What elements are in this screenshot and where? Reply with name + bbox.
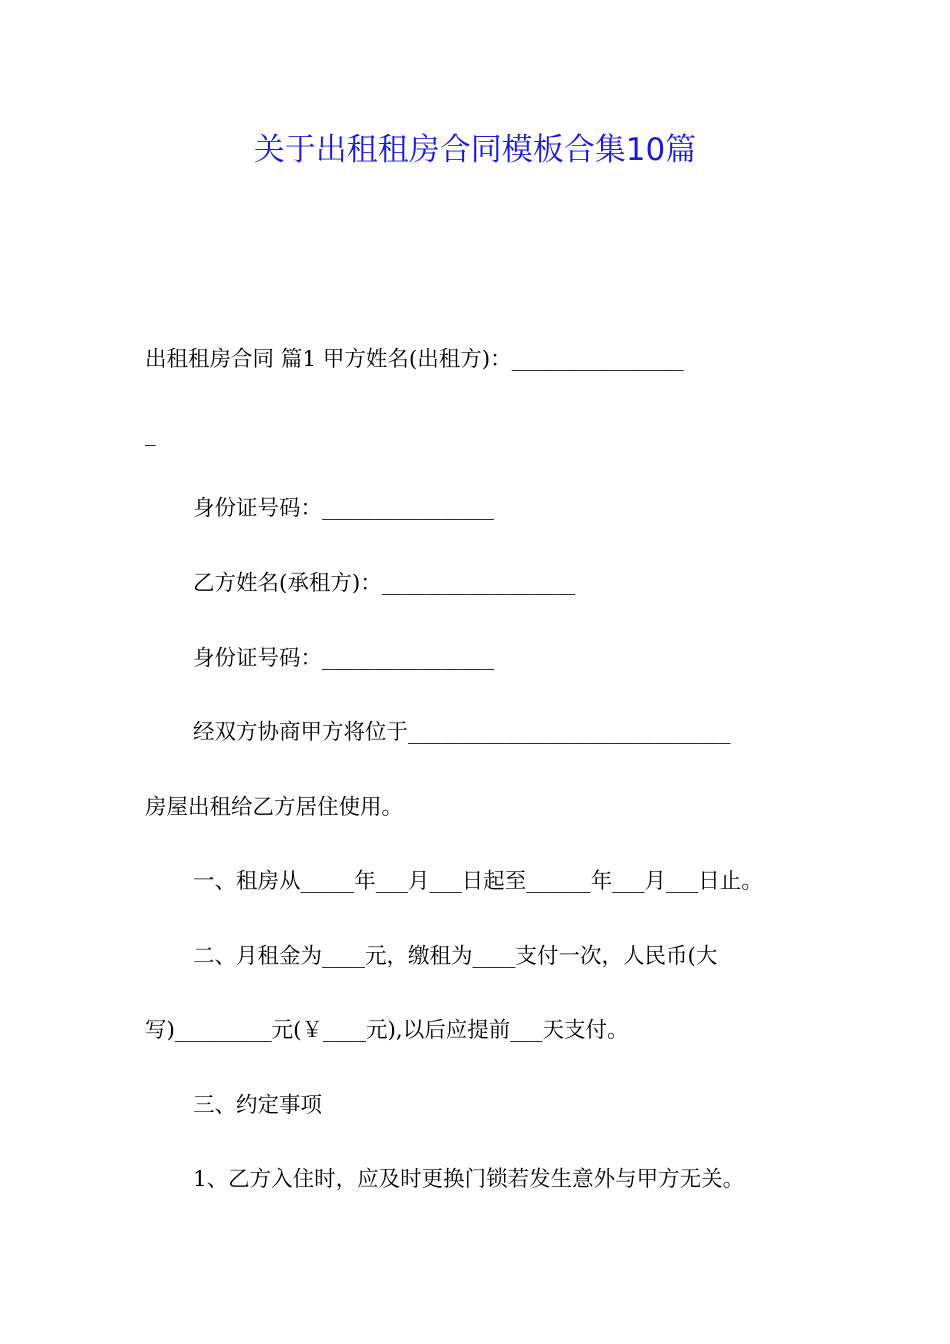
clause-3-item-1: 1、乙方入住时，应及时更换门锁若发生意外与甲方无关。	[193, 1167, 745, 1192]
contract-heading-line: 出租租房合同 篇1 甲方姓名(出租方)：________________	[145, 347, 684, 372]
usage-line: 房屋出租给乙方居住使用。	[145, 795, 404, 820]
party-b-name-line: 乙方姓名(承租方)：__________________	[193, 571, 576, 596]
document-title: 关于出租租房合同模板合集10篇	[253, 132, 697, 168]
party-b-id-line: 身份证号码：________________	[193, 646, 495, 671]
clause-2-rent-continued-line: 写)_________元(￥____元),以后应提前___天支付。	[145, 1018, 629, 1043]
clause-1-term-line: 一、租房从_____年___月___日起至______年___月___日止。	[193, 869, 763, 894]
blank-continuation-line: _	[145, 422, 156, 447]
clause-2-rent-line: 二、月租金为____元，缴租为____支付一次，人民币(大	[193, 944, 718, 969]
location-line: 经双方协商甲方将位于______________________________	[193, 720, 731, 745]
clause-3-heading: 三、约定事项	[193, 1093, 323, 1118]
party-a-id-line: 身份证号码：________________	[193, 496, 495, 521]
